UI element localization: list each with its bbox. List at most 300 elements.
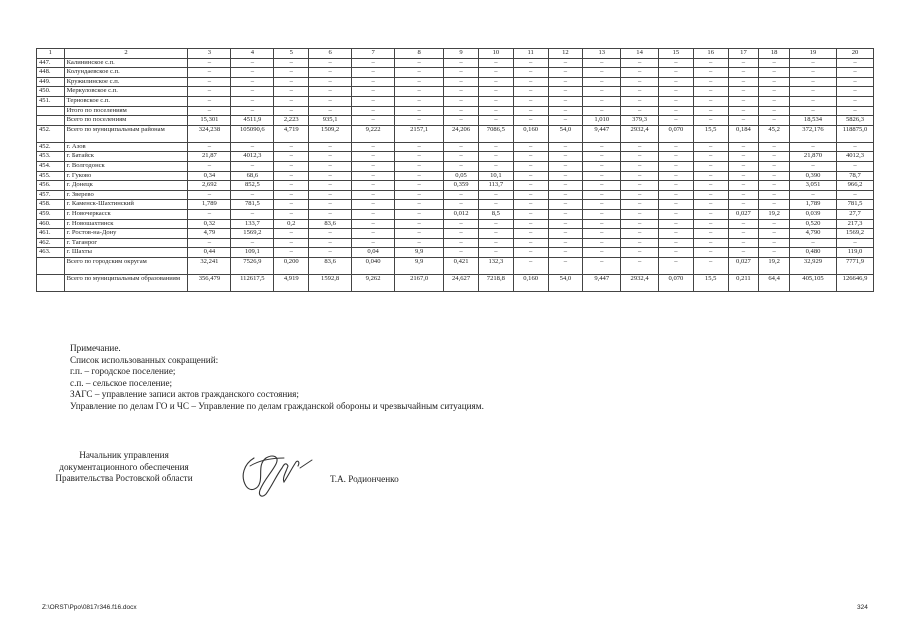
table-cell: – xyxy=(352,171,395,181)
table-cell: – xyxy=(759,68,790,78)
column-number: 3 xyxy=(188,49,231,59)
table-cell: – xyxy=(728,106,759,116)
table-cell: – xyxy=(621,219,659,229)
row-name: г. Ростов-на-Дону xyxy=(64,229,188,239)
table-cell: – xyxy=(789,58,836,68)
table-cell: – xyxy=(728,171,759,181)
table-cell: – xyxy=(621,58,659,68)
table-cell: – xyxy=(548,106,583,116)
row-number: 462. xyxy=(37,238,65,248)
table-cell: – xyxy=(478,106,513,116)
row-number: 460. xyxy=(37,219,65,229)
column-number: 8 xyxy=(395,49,444,59)
table-cell: 3,051 xyxy=(789,181,836,191)
table-cell: – xyxy=(621,248,659,258)
table-cell: – xyxy=(231,77,274,87)
abbreviation-item: г.п. – городское поселение; xyxy=(70,366,176,376)
table-cell: – xyxy=(693,77,728,87)
table-cell: – xyxy=(659,68,694,78)
table-cell: 15,301 xyxy=(188,116,231,126)
table-cell: – xyxy=(789,68,836,78)
abbreviation-item: с.п. – сельское поселение; xyxy=(70,377,173,388)
table-cell: – xyxy=(513,142,548,152)
table-cell: – xyxy=(548,152,583,162)
table-cell: 0,012 xyxy=(444,209,479,219)
table-cell: – xyxy=(395,209,444,219)
table-cell: – xyxy=(583,181,621,191)
table-cell: – xyxy=(188,68,231,78)
table-cell: – xyxy=(231,238,274,248)
table-cell: – xyxy=(728,87,759,97)
table-cell: 21,870 xyxy=(789,152,836,162)
table-cell: – xyxy=(444,200,479,210)
row-name: Калининское с.п. xyxy=(64,58,188,68)
table-cell: 105090,6 xyxy=(231,125,274,142)
table-cell: 0,520 xyxy=(789,219,836,229)
table-cell: – xyxy=(478,152,513,162)
row-number: 456. xyxy=(37,181,65,191)
table-cell: – xyxy=(759,229,790,239)
abbreviation-item: Управление по делам ГО и ЧС – Управление по делам гражданской обороны и чрезвычайным ситуациям. xyxy=(70,400,484,411)
table-cell: – xyxy=(659,171,694,181)
table-cell: – xyxy=(352,219,395,229)
table-cell: – xyxy=(759,161,790,171)
table-cell: – xyxy=(759,77,790,87)
table-cell: – xyxy=(583,96,621,106)
table-cell: – xyxy=(693,181,728,191)
table-cell: – xyxy=(478,58,513,68)
table-cell: 0,027 xyxy=(728,209,759,219)
table-cell: – xyxy=(309,238,352,248)
table-row xyxy=(37,190,874,200)
table-cell: 109,1 xyxy=(231,248,274,258)
notes-section xyxy=(70,343,484,412)
table-cell: 19,2 xyxy=(759,209,790,219)
table-cell: – xyxy=(837,96,874,106)
table-cell: – xyxy=(513,171,548,181)
table-cell: – xyxy=(352,209,395,219)
table-cell: – xyxy=(659,257,694,274)
row-name: Всего по муниципальным районам xyxy=(64,125,188,142)
row-name: г. Каменск-Шахтинский xyxy=(64,200,188,210)
table-cell: 7526,9 xyxy=(231,257,274,274)
table-cell: – xyxy=(583,142,621,152)
table-cell: – xyxy=(395,68,444,78)
table-cell: – xyxy=(309,190,352,200)
table-cell: – xyxy=(478,116,513,126)
table-cell: – xyxy=(659,96,694,106)
table-cell: 0,070 xyxy=(659,125,694,142)
table-cell: 83,6 xyxy=(309,219,352,229)
table-cell: 2,692 xyxy=(188,181,231,191)
table-row xyxy=(37,171,874,181)
table-cell: 2167,0 xyxy=(395,274,444,291)
table-cell: 7086,5 xyxy=(478,125,513,142)
row-number: 451. xyxy=(37,96,65,106)
table-cell: 133,7 xyxy=(231,219,274,229)
table-cell: – xyxy=(659,87,694,97)
table-cell: – xyxy=(621,142,659,152)
table-cell: – xyxy=(444,116,479,126)
table-cell: 379,3 xyxy=(621,116,659,126)
row-number: 457. xyxy=(37,190,65,200)
table-cell: 0,32 xyxy=(188,219,231,229)
table-cell: – xyxy=(548,190,583,200)
column-number: 4 xyxy=(231,49,274,59)
table-cell: – xyxy=(759,87,790,97)
row-number: 452. xyxy=(37,125,65,142)
table-cell: – xyxy=(513,68,548,78)
row-number: 453. xyxy=(37,152,65,162)
table-cell: – xyxy=(659,106,694,116)
table-cell: – xyxy=(728,96,759,106)
table-cell: – xyxy=(548,142,583,152)
table-cell: – xyxy=(513,58,548,68)
table-cell: – xyxy=(395,152,444,162)
table-cell: – xyxy=(352,96,395,106)
table-cell: 4,790 xyxy=(789,229,836,239)
table-cell: – xyxy=(728,181,759,191)
table-cell: 2932,4 xyxy=(621,125,659,142)
table-cell: – xyxy=(478,219,513,229)
table-cell: – xyxy=(837,87,874,97)
table-cell: – xyxy=(621,161,659,171)
table-cell: 372,176 xyxy=(789,125,836,142)
table-cell: – xyxy=(478,238,513,248)
table-cell: – xyxy=(309,68,352,78)
row-number: 449. xyxy=(37,77,65,87)
table-cell: – xyxy=(274,200,309,210)
table-cell: – xyxy=(309,248,352,258)
table-cell: – xyxy=(513,229,548,239)
table-cell: – xyxy=(759,171,790,181)
table-cell: – xyxy=(621,152,659,162)
table-cell: – xyxy=(395,77,444,87)
table-row xyxy=(37,200,874,210)
table-cell: – xyxy=(583,200,621,210)
table-cell: – xyxy=(352,142,395,152)
table-cell: 0,039 xyxy=(789,209,836,219)
table-cell: – xyxy=(395,142,444,152)
table-cell: – xyxy=(659,219,694,229)
table-cell: 4012,3 xyxy=(231,152,274,162)
table-cell: – xyxy=(188,58,231,68)
table-cell: – xyxy=(513,248,548,258)
abbreviation-item: ЗАГС – управление записи актов гражданского состояния; xyxy=(70,389,299,399)
table-cell: – xyxy=(789,106,836,116)
table-cell: – xyxy=(728,200,759,210)
table-cell: – xyxy=(583,58,621,68)
table-row xyxy=(37,116,874,126)
table-cell: – xyxy=(231,106,274,116)
row-name: г. Шахты xyxy=(64,248,188,258)
table-row xyxy=(37,68,874,78)
table-cell: – xyxy=(659,248,694,258)
table-cell: – xyxy=(548,87,583,97)
notes-title: Примечание. xyxy=(70,343,121,353)
table-cell: – xyxy=(759,96,790,106)
row-name: Меркуловское с.п. xyxy=(64,87,188,97)
table-cell: – xyxy=(395,190,444,200)
table-cell: – xyxy=(274,96,309,106)
table-cell: – xyxy=(188,77,231,87)
table-cell: – xyxy=(309,161,352,171)
table-cell: – xyxy=(759,219,790,229)
table-cell: – xyxy=(513,116,548,126)
table-cell: – xyxy=(309,87,352,97)
table-cell: – xyxy=(659,190,694,200)
table-cell: 405,105 xyxy=(789,274,836,291)
table-cell: – xyxy=(759,142,790,152)
table-cell: – xyxy=(513,106,548,116)
table-cell: – xyxy=(837,142,874,152)
table-cell: – xyxy=(789,87,836,97)
table-cell: – xyxy=(444,96,479,106)
table-cell: – xyxy=(513,238,548,248)
table-cell: – xyxy=(309,171,352,181)
row-name: Всего по муниципальным образованиям xyxy=(64,274,188,291)
table-cell: 852,5 xyxy=(231,181,274,191)
row-number: 459. xyxy=(37,209,65,219)
table-cell: – xyxy=(309,96,352,106)
row-name: г. Гуково xyxy=(64,171,188,181)
table-cell: – xyxy=(274,106,309,116)
row-number: 448. xyxy=(37,68,65,78)
table-cell: 4,719 xyxy=(274,125,309,142)
column-number: 16 xyxy=(693,49,728,59)
table-row xyxy=(37,257,874,274)
table-cell: – xyxy=(789,142,836,152)
table-cell: – xyxy=(583,238,621,248)
table-cell: – xyxy=(274,248,309,258)
table-row xyxy=(37,58,874,68)
table-cell: – xyxy=(548,229,583,239)
table-cell: – xyxy=(231,96,274,106)
table-cell: – xyxy=(444,229,479,239)
table-cell: – xyxy=(693,87,728,97)
table-cell: – xyxy=(621,209,659,219)
table-cell: 54,0 xyxy=(548,274,583,291)
document-file-path: Z:\ORST\Ppo\0817r346.f16.docx xyxy=(42,604,137,611)
table-cell: – xyxy=(728,229,759,239)
statistics-table xyxy=(36,48,874,292)
table-cell: 9,9 xyxy=(395,248,444,258)
table-cell: 4511,9 xyxy=(231,116,274,126)
table-cell: – xyxy=(583,161,621,171)
column-number: 10 xyxy=(478,49,513,59)
table-cell: – xyxy=(352,181,395,191)
table-cell: – xyxy=(478,87,513,97)
table-cell: – xyxy=(188,96,231,106)
table-cell: – xyxy=(693,161,728,171)
table-cell: – xyxy=(513,181,548,191)
table-cell: 45,2 xyxy=(759,125,790,142)
table-cell: 0,34 xyxy=(188,171,231,181)
table-cell: 2,223 xyxy=(274,116,309,126)
table-cell: 0,480 xyxy=(789,248,836,258)
table-cell: – xyxy=(621,68,659,78)
table-cell: – xyxy=(659,58,694,68)
column-number: 18 xyxy=(759,49,790,59)
table-cell: 32,929 xyxy=(789,257,836,274)
table-row xyxy=(37,181,874,191)
table-cell: – xyxy=(444,142,479,152)
table-cell: – xyxy=(789,161,836,171)
table-cell: – xyxy=(659,116,694,126)
table-cell: – xyxy=(837,58,874,68)
table-cell: – xyxy=(728,68,759,78)
table-cell: – xyxy=(659,238,694,248)
row-name: г. Азов xyxy=(64,142,188,152)
table-cell: – xyxy=(309,58,352,68)
table-cell: – xyxy=(478,68,513,78)
table-cell: – xyxy=(659,161,694,171)
table-cell: – xyxy=(759,58,790,68)
table-cell: – xyxy=(548,181,583,191)
table-cell: – xyxy=(728,152,759,162)
table-cell: – xyxy=(513,200,548,210)
table-cell: – xyxy=(583,248,621,258)
table-cell: – xyxy=(513,219,548,229)
table-cell: – xyxy=(444,106,479,116)
abbreviations-header: Список использованных сокращений: xyxy=(70,354,219,365)
table-cell: – xyxy=(548,171,583,181)
table-cell: 1,789 xyxy=(789,200,836,210)
table-cell: – xyxy=(274,142,309,152)
table-cell: – xyxy=(444,190,479,200)
table-cell: – xyxy=(621,96,659,106)
table-cell: – xyxy=(693,171,728,181)
table-cell: – xyxy=(395,181,444,191)
table-cell: – xyxy=(728,142,759,152)
table-cell: 4,919 xyxy=(274,274,309,291)
table-cell: – xyxy=(395,171,444,181)
table-cell: – xyxy=(274,58,309,68)
table-cell: – xyxy=(759,116,790,126)
table-cell: – xyxy=(231,58,274,68)
table-cell: – xyxy=(728,58,759,68)
table-cell: – xyxy=(352,190,395,200)
table-cell: – xyxy=(583,190,621,200)
table-cell: – xyxy=(693,248,728,258)
table-cell: – xyxy=(583,171,621,181)
column-number: 9 xyxy=(444,49,479,59)
table-cell: – xyxy=(309,77,352,87)
table-cell: – xyxy=(548,238,583,248)
table-cell: – xyxy=(188,87,231,97)
table-cell: 4012,3 xyxy=(837,152,874,162)
table-cell: 118875,0 xyxy=(837,125,874,142)
table-row xyxy=(37,106,874,116)
table-cell: 68,6 xyxy=(231,171,274,181)
table-cell: – xyxy=(837,68,874,78)
table-cell: – xyxy=(444,219,479,229)
table-cell: 132,3 xyxy=(478,257,513,274)
table-cell: 935,1 xyxy=(309,116,352,126)
row-number xyxy=(37,116,65,126)
table-cell: – xyxy=(513,190,548,200)
column-number: 12 xyxy=(548,49,583,59)
table-row xyxy=(37,96,874,106)
table-cell: – xyxy=(231,161,274,171)
signatory-name: Т.А. Родионченко xyxy=(330,474,399,484)
table-cell: – xyxy=(693,116,728,126)
table-cell: – xyxy=(548,200,583,210)
table-cell: – xyxy=(188,238,231,248)
table-cell: – xyxy=(621,238,659,248)
row-number xyxy=(37,257,65,274)
table-cell: – xyxy=(548,257,583,274)
table-cell: 32,241 xyxy=(188,257,231,274)
signatory-position-line: документационного обеспечения xyxy=(59,461,189,472)
column-number: 17 xyxy=(728,49,759,59)
table-cell: 15,5 xyxy=(693,125,728,142)
table-row xyxy=(37,248,874,258)
table-cell: 1592,8 xyxy=(309,274,352,291)
table-cell: – xyxy=(789,96,836,106)
table-cell: 0,211 xyxy=(728,274,759,291)
table-cell: – xyxy=(548,219,583,229)
table-cell: – xyxy=(583,77,621,87)
table-cell: 0,2 xyxy=(274,219,309,229)
table-cell: – xyxy=(621,200,659,210)
table-cell: – xyxy=(478,77,513,87)
table-cell: 18,534 xyxy=(789,116,836,126)
table-cell: 0,44 xyxy=(188,248,231,258)
table-cell: – xyxy=(188,161,231,171)
signatory-position-line: Начальник управления xyxy=(79,450,169,460)
table-cell: – xyxy=(274,229,309,239)
table-cell: – xyxy=(274,171,309,181)
table-cell: – xyxy=(513,96,548,106)
table-cell: – xyxy=(395,106,444,116)
table-cell: – xyxy=(231,190,274,200)
table-cell: 54,0 xyxy=(548,125,583,142)
table-cell: – xyxy=(478,200,513,210)
table-cell: – xyxy=(583,209,621,219)
table-cell: – xyxy=(659,142,694,152)
table-cell: 0,160 xyxy=(513,274,548,291)
row-name: г. Волгодонск xyxy=(64,161,188,171)
table-cell: – xyxy=(395,96,444,106)
table-cell: – xyxy=(621,87,659,97)
table-cell: 19,2 xyxy=(759,257,790,274)
table-cell: – xyxy=(728,77,759,87)
table-cell: – xyxy=(621,257,659,274)
table-cell: – xyxy=(352,106,395,116)
table-cell: – xyxy=(274,152,309,162)
table-cell: – xyxy=(789,190,836,200)
table-cell: – xyxy=(513,209,548,219)
table-cell: – xyxy=(548,58,583,68)
table-cell: 1509,2 xyxy=(309,125,352,142)
row-number: 463. xyxy=(37,248,65,258)
table-cell: – xyxy=(231,142,274,152)
signatory-position xyxy=(40,450,208,485)
table-cell: 0,05 xyxy=(444,171,479,181)
table-cell: – xyxy=(395,200,444,210)
table-cell: – xyxy=(274,77,309,87)
table-cell: – xyxy=(444,152,479,162)
table-cell: – xyxy=(309,181,352,191)
table-cell: – xyxy=(309,142,352,152)
table-cell: 1,010 xyxy=(583,116,621,126)
row-name: Кружилинское с.п. xyxy=(64,77,188,87)
table-cell: – xyxy=(759,190,790,200)
table-cell: 5826,3 xyxy=(837,116,874,126)
table-cell: – xyxy=(395,238,444,248)
table-cell: – xyxy=(395,87,444,97)
